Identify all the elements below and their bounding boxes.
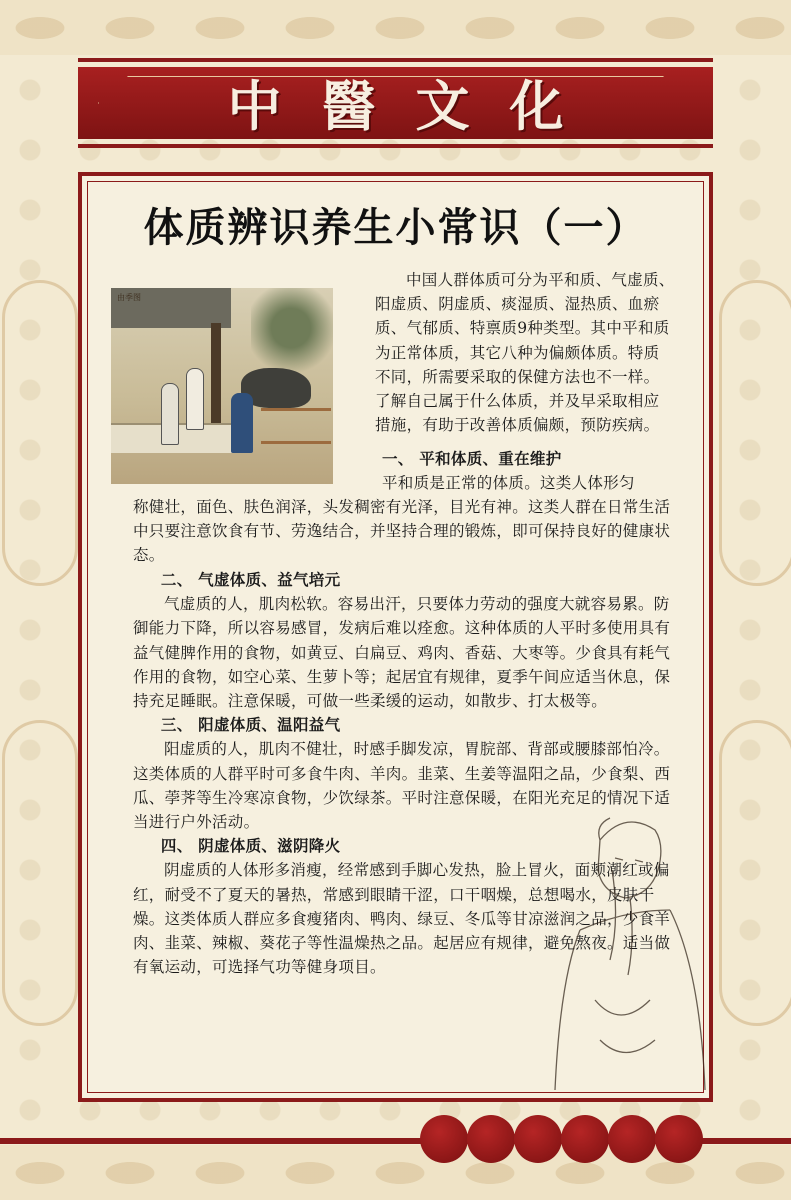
painting-caption: 由季图 (117, 293, 141, 302)
right-ornament-bottom (719, 720, 791, 1026)
red-circle-ornament (514, 1115, 562, 1163)
painting-figure (186, 368, 204, 430)
banner-title: 中醫文化 (227, 74, 604, 138)
left-ornament-bottom (2, 720, 78, 1026)
red-circle-ornament (561, 1115, 609, 1163)
red-circle-ornament (655, 1115, 703, 1163)
banner-bottom-line (78, 144, 713, 148)
red-circle-ornament (608, 1115, 656, 1163)
left-ornament-top (2, 280, 78, 586)
banner-top-line (78, 58, 713, 62)
painting-figure (161, 383, 179, 445)
red-circle-ornament (467, 1115, 515, 1163)
section-3-text: 阳虚质的人，肌肉不健壮，时感手脚发凉，胃脘部、背部或腰膝部怕冷。这类体质的人群平时可多食牛肉、羊肉。韭菜、生姜等温阳之品，少食梨、西瓜、荸荠等生冷寒凉食物，少饮绿茶。平时注意保暖，在阳光充足的情况下适当进行户外活动。 (133, 740, 671, 832)
section-1-text-start: 平和质是正常的体质。这类人体形匀 (382, 474, 635, 492)
top-cloud-border (0, 0, 791, 55)
section-1-heading: 一、 平和体质、重在维护 (382, 449, 562, 468)
poster-heading: 体质辨识养生小常识（一） (143, 205, 648, 251)
section-3-heading: 三、 阳虚体质、温阳益气 (160, 715, 341, 735)
painting-fence (261, 408, 331, 444)
painting-figure (231, 393, 253, 453)
painting-tree (251, 288, 333, 378)
classical-painting (111, 288, 333, 484)
section-4-heading: 四、 阴虚体质、滋阴降火 (160, 836, 341, 856)
intro-paragraph: 中国人群体质可分为平和质、气虚质、阳虚质、阴虚质、痰湿质、湿热质、血瘀质、气郁质、特禀质9种类型。其中平和质为正常体质，其它八种为偏颇体质。特质不同，所需要采取的保健方法也不一样。了解自己属于什么体质，并及早采取相应措施，有助于改善体质偏颇，预防疾病。 (375, 271, 675, 435)
section-4-text: 阴虚质的人体形多消瘦，经常感到手脚心发热，脸上冒火，面颊潮红或偏红，耐受不了夏天的暑热，常感到眼睛干涩，口干咽燥，总想喝水，皮肤干燥。这类体质人群应多食瘦猪肉、鸭肉、绿豆、冬瓜等甘凉滋润之品，少食羊肉、韭菜、辣椒、葵花子等性温燥热之品。起居应有规律，避免熬夜。适当做有氧运动，可选择气功等健身项目。 (133, 861, 671, 977)
section-2-heading: 二、 气虚体质、益气培元 (160, 570, 341, 589)
section-2-text: 气虚质的人，肌肉松软。容易出汗，只要体力劳动的强度大就容易累。防御能力下降，所以容易感冒，发病后难以痊愈。这种体质的人平时多使用具有益气健脾作用的食物，如黄豆、白扁豆、鸡肉、香菇、大枣等。少食具有耗气作用的食物，如空心菜、生萝卜等；起居宜有规律，夏季午间应适当休息，保持充足睡眠。注意保暖，可做一些柔缓的运动，如散步、打太极等。 (133, 595, 671, 711)
right-ornament-top (719, 280, 791, 586)
red-circle-ornament (420, 1115, 468, 1163)
section-1-text-continued: 称健壮，面色、肤色润泽，头发稠密有光泽，目光有神。这类人群在日常生活中只要注意饮食有节、劳逸结合，并坚持合理的锻炼，即可保持良好的健康状态。 (133, 498, 671, 565)
sage-portrait-illustration (540, 800, 710, 1090)
